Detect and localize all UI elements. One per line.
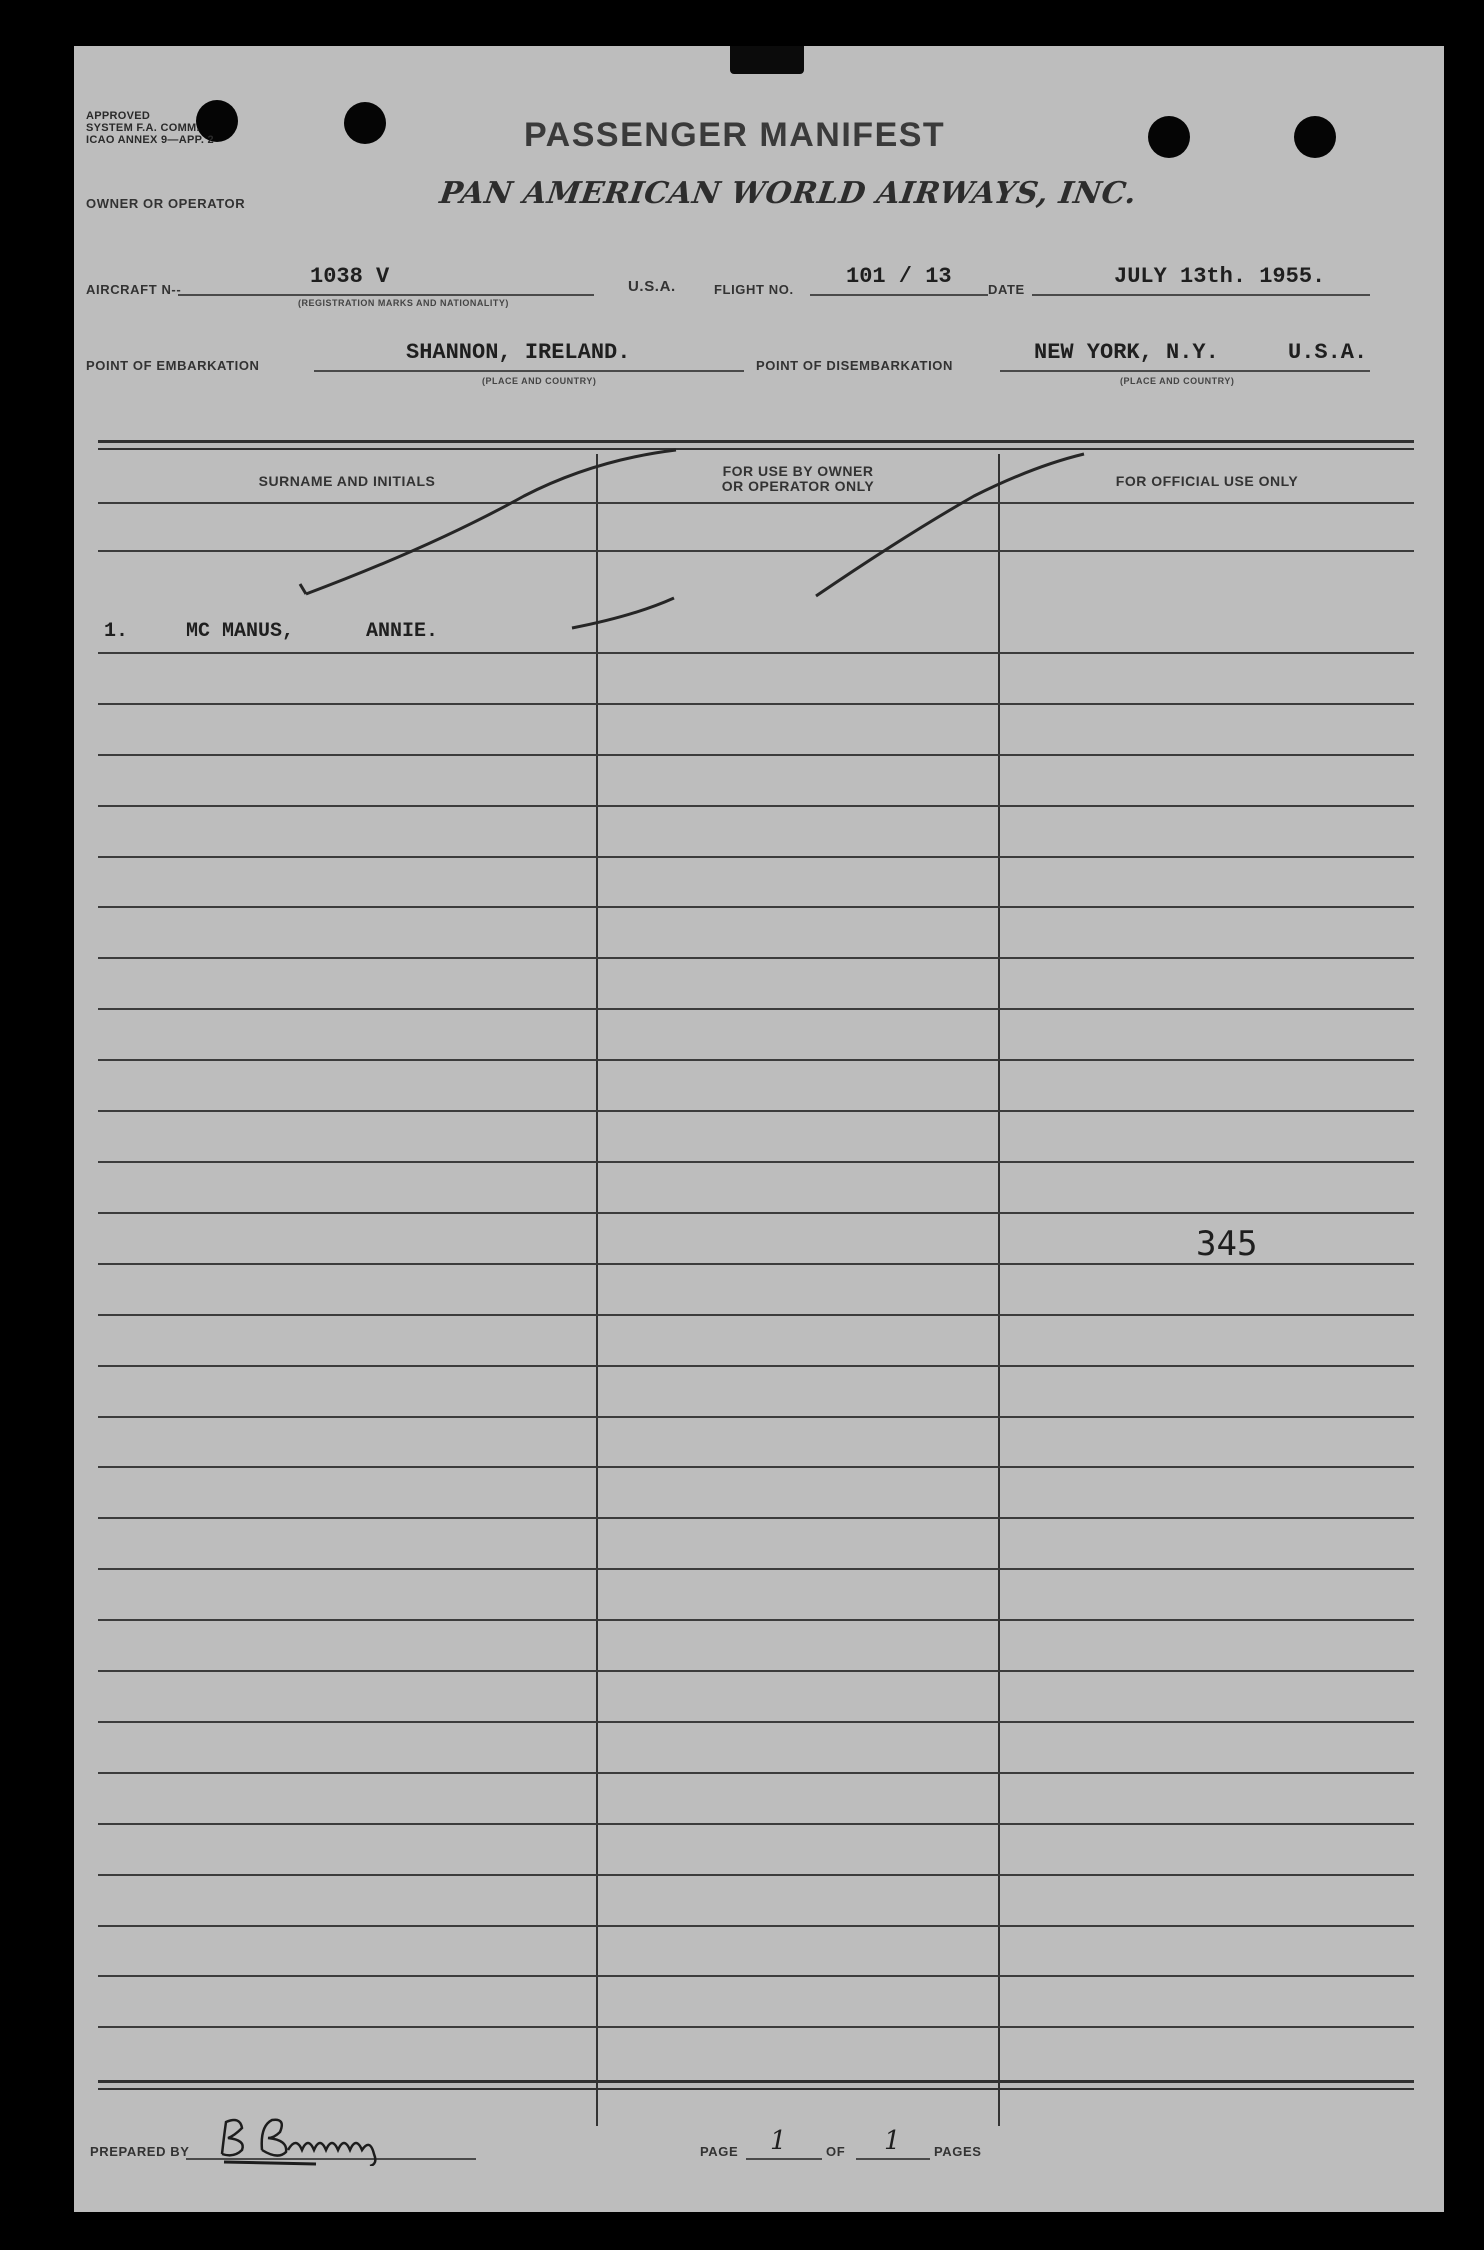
handwritten-strokes: [74, 46, 1444, 2212]
passenger-number: 1.: [104, 620, 129, 643]
passenger-surname: MC MANUS,: [186, 620, 295, 643]
owner-name: PAN AMERICAN WORLD AIRWAYS, INC.: [437, 176, 1139, 211]
aircraft-sublabel: (REGISTRATION MARKS AND NATIONALITY): [298, 298, 509, 308]
ditto-stroke: [300, 584, 306, 594]
table-bottom-rule: [98, 2080, 1414, 2090]
owner-label: OWNER OR OPERATOR: [86, 196, 246, 211]
prepared-by-label: PREPARED BY: [90, 2144, 190, 2159]
embarkation-sublabel: (PLACE AND COUNTRY): [482, 376, 597, 386]
embarkation-value: SHANNON, IRELAND.: [406, 340, 631, 365]
signature: [216, 2106, 476, 2166]
page-value: 1: [770, 2126, 787, 2156]
of-underline: [856, 2158, 930, 2160]
page-label: PAGE: [700, 2144, 739, 2159]
aircraft-label: AIRCRAFT N--: [86, 282, 182, 297]
official-annotation: 345: [1196, 1224, 1258, 1264]
manifest-sheet: [74, 46, 1444, 2212]
signature-svg: [216, 2106, 476, 2166]
disembarkation-country: U.S.A.: [1288, 340, 1368, 365]
aircraft-value: 1038 V: [310, 264, 390, 289]
pages-label: PAGES: [934, 2144, 982, 2159]
of-value: 1: [884, 2126, 901, 2156]
column-header-official-use: FOR OFFICIAL USE ONLY: [1115, 473, 1299, 489]
approval-text: APPROVED SYSTEM F.A. COMM. ICAO ANNEX 9—APP. 2: [86, 110, 214, 146]
flight-label: FLIGHT NO.: [714, 282, 794, 297]
passenger-given-name: ANNIE.: [366, 620, 439, 643]
column-header-owner-use: FOR USE BY OWNER OR OPERATOR ONLY: [721, 463, 875, 494]
ditto-stroke: [816, 454, 1084, 596]
aircraft-country: U.S.A.: [628, 278, 676, 295]
ditto-stroke: [306, 450, 676, 594]
date-label: DATE: [988, 282, 1025, 297]
page-underline: [746, 2158, 822, 2160]
of-label: OF: [826, 2144, 846, 2159]
column-header-surname: SURNAME AND INITIALS: [258, 473, 436, 489]
disembarkation-label: POINT OF DISEMBARKATION: [756, 358, 953, 373]
date-value: JULY 13th. 1955.: [1114, 264, 1326, 289]
disembarkation-value: NEW YORK, N.Y.: [1034, 340, 1219, 365]
flight-value: 101 / 13: [846, 264, 952, 289]
disembarkation-sublabel: (PLACE AND COUNTRY): [1120, 376, 1235, 386]
page-title: PASSENGER MANIFEST: [524, 116, 946, 154]
embarkation-label: POINT OF EMBARKATION: [86, 358, 260, 373]
ditto-stroke: [572, 598, 674, 628]
